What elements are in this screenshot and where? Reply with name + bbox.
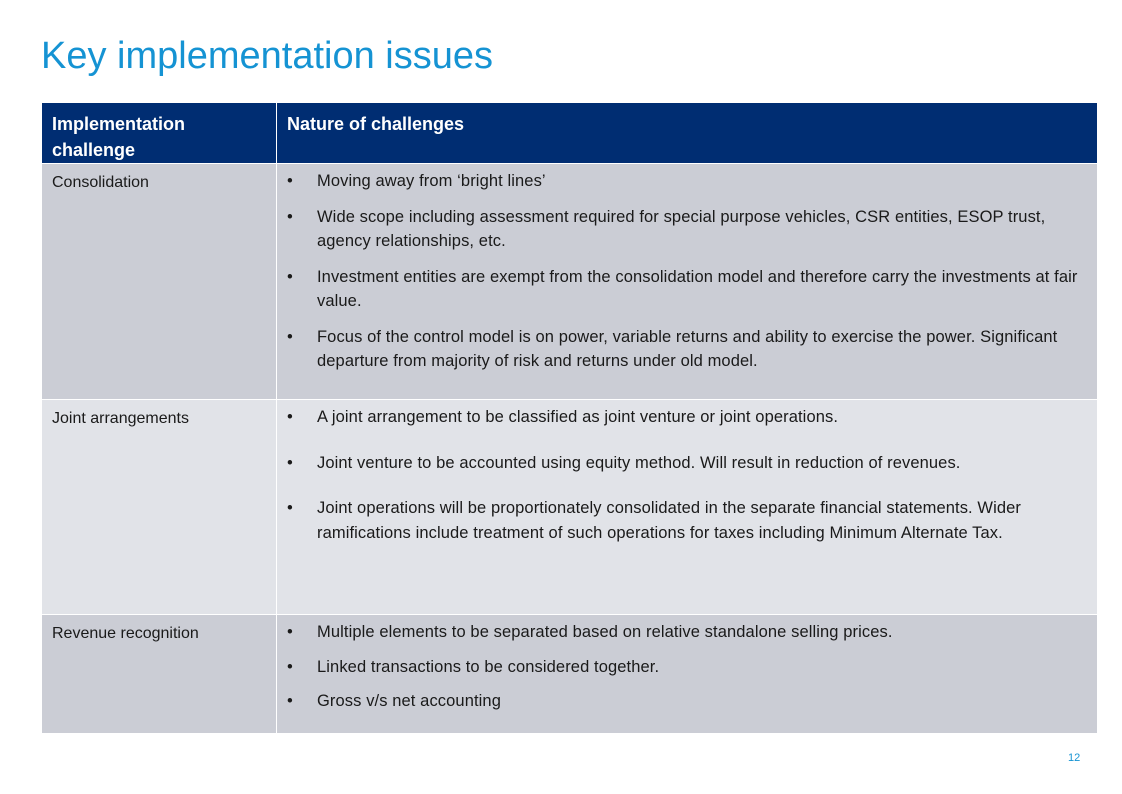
table-row-consolidation [42,164,1098,400]
list-item [287,620,1089,645]
bullet-icon: • [287,207,293,226]
bullet-text: Linked transactions to be considered together. [317,657,660,676]
challenge-points [277,164,1098,400]
challenge-name: Consolidation [42,164,277,400]
bullet-list [287,169,1089,374]
bullet-list [287,405,1089,545]
bullet-icon: • [287,408,293,426]
challenge-name: Revenue recognition [42,615,277,734]
bullet-text: Multiple elements to be separated based on relative standalone selling prices. [317,623,893,641]
challenge-points [277,615,1098,734]
list-item [287,405,1089,430]
bullet-icon: • [287,267,293,286]
challenge-points [277,400,1098,615]
slide-title: Key implementation issues [41,35,493,77]
table-row-joint-arrangements [42,400,1098,615]
list-item [287,325,1089,374]
bullet-icon: • [287,499,293,517]
challenge-name: Joint arrangements [42,400,277,615]
list-item [287,451,1089,476]
bullet-list [287,620,1089,714]
bullet-text: Moving away from ‘bright lines’ [317,172,546,190]
list-item [287,265,1089,314]
bullet-text: A joint arrangement to be classified as joint venture or joint operations. [317,408,839,426]
bullet-icon: • [287,657,293,676]
header-implementation-challenge: Implementation challenge [42,103,277,164]
bullet-text: Joint venture to be accounted using equity method. Will result in reduction of revenues. [317,453,961,472]
bullet-text: Wide scope including assessment required for special purpose vehicles, CSR entities, ESOP trust, agency relationships, etc. [317,207,1046,250]
list-item [287,655,1089,680]
bullet-text: Investment entities are exempt from the consolidation model and therefore carry the investments at fair value. [317,267,1078,310]
bullet-text: Gross v/s net accounting [317,692,501,710]
bullet-text: Focus of the control model is on power, variable returns and ability to exercise the power. Significant departure from majority of risk and returns under old model. [317,327,1058,370]
bullet-text: Joint operations will be proportionately consolidated in the separate financial statements. Wider ramifications include treatment of such operations for taxes including Minimum Alternate Tax. [317,499,1022,542]
table-row-revenue-recognition [42,615,1098,734]
bullet-icon: • [287,692,293,710]
bullet-icon: • [287,172,293,190]
header-nature-of-challenges: Nature of challenges [277,103,1098,164]
bullet-icon: • [287,623,293,641]
bullet-icon: • [287,453,293,472]
issues-table [41,102,1098,734]
page-number: 12 [1068,752,1081,764]
table-header-row [42,103,1098,164]
list-item [287,169,1089,194]
list-item [287,496,1089,545]
bullet-icon: • [287,327,293,346]
list-item [287,205,1089,254]
list-item [287,689,1089,714]
issues-table-container [41,102,1097,734]
